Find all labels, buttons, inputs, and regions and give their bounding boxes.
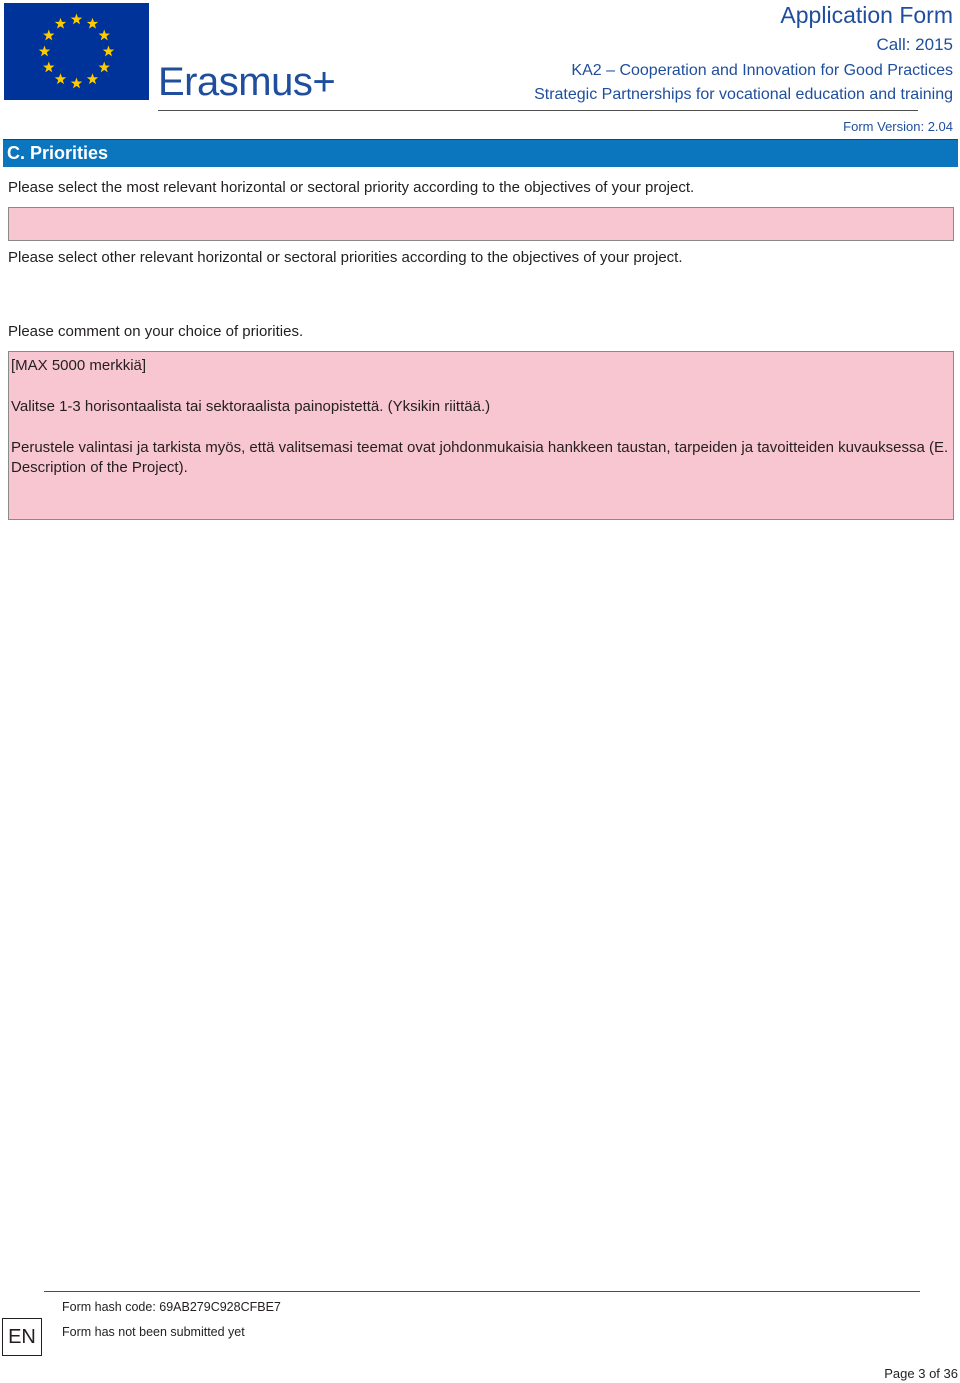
erasmus-plus-logo: Erasmus+ (158, 60, 336, 104)
eu-star-icon (55, 73, 66, 84)
eu-star-icon (39, 46, 50, 57)
language-indicator: EN (2, 1318, 42, 1356)
key-action: KA2 – Cooperation and Innovation for Good Practices (571, 62, 953, 79)
submission-status: Form has not been submitted yet (62, 1325, 245, 1339)
main-priority-label: Please select the most relevant horizontal or sectoral priority according to the objectives of your project. (8, 179, 695, 196)
priority-comment-field[interactable] (8, 351, 954, 520)
eu-star-icon (99, 62, 110, 73)
eu-star-icon (103, 46, 114, 57)
footer-divider (44, 1291, 920, 1292)
eu-star-icon (43, 30, 54, 41)
eu-flag-logo (4, 3, 149, 100)
eu-stars-icon (4, 3, 149, 100)
eu-star-icon (87, 18, 98, 29)
eu-star-icon (87, 73, 98, 84)
section-title: C. Priorities (7, 143, 109, 163)
form-hash-code: Form hash code: 69AB279C928CFBE7 (62, 1300, 281, 1314)
eu-star-icon (55, 18, 66, 29)
main-priority-field[interactable] (8, 207, 954, 241)
eu-star-icon (99, 30, 110, 41)
call-year: Call: 2015 (876, 35, 953, 54)
comment-max-chars: [MAX 5000 merkkiä] (11, 357, 147, 374)
page-number: Page 3 of 36 (884, 1366, 958, 1381)
eu-star-icon (71, 78, 82, 89)
header-divider (158, 110, 918, 111)
eu-star-icon (43, 62, 54, 73)
priority-comment-label: Please comment on your choice of priorities. (8, 323, 304, 340)
comment-guidance: Perustele valintasi ja tarkista myös, että valitsemasi teemat ovat johdonmukaisia hankkeen taustan, tarpeiden ja tavoitteiden kuvauksessa (E. Description of the Project). (11, 439, 949, 476)
comment-instruction: Valitse 1-3 horisontaalista tai sektoraalista painopistettä. (Yksikin riittää.) (11, 398, 491, 415)
form-title: Application Form (780, 2, 953, 28)
section-header (3, 139, 958, 167)
form-version: Form Version: 2.04 (843, 119, 953, 134)
sector-name: Strategic Partnerships for vocational education and training (534, 86, 953, 103)
other-priorities-label: Please select other relevant horizontal or sectoral priorities according to the objectives of your project. (8, 249, 683, 266)
eu-star-icon (71, 14, 82, 25)
